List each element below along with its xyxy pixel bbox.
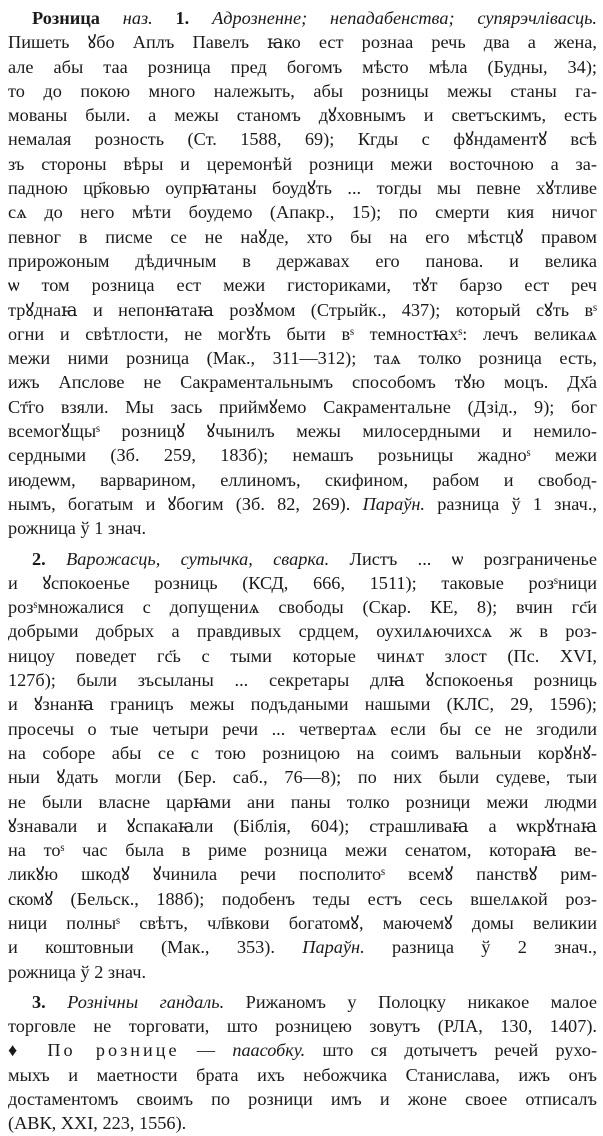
subentry-line-0: ♦ По рознице — паасобку. што ся дотычетъ речей рухо- — [8, 1040, 598, 1061]
sense-2-line-5: 127б); были зъсыланы ... секретары длꙗ ꙋспокоенья розниць — [8, 670, 597, 691]
sense-1-line-7: падною цр҃ковью оупрꙗтаны боудꙋть ... тогды мы певне хꙋтливе — [8, 178, 597, 199]
sense-2-variant-line: рожница ў 2 знач. — [8, 961, 147, 982]
sense-1-line-17: всемогꙋщыˢ розницꙋ ꙋчынилъ межы милосердными и немило- — [8, 421, 597, 442]
sense-1-line-16: Ст҃го взяли. Мы зась приймꙋемо Сакраментальне (Дзід., 9); бог — [8, 396, 597, 417]
headword: Розница — [32, 8, 100, 28]
sense-1 — [8, 6, 597, 541]
sense-1-line-19: июдеѡм, варварином, еллиномъ, скифином, рабом и свобод- — [8, 469, 597, 490]
sense-1-line-6: зъ стороны вѣры и церемонѣй розници межи восточною а за- — [8, 153, 597, 174]
sense-1-line-15: ижъ Апслове не Сакраментальнымъ способомъ тꙋю моцъ. Дх҃а — [8, 372, 597, 393]
sense-1-line-4: мованы были. а межы станомъ дꙋховнымъ и светъскимъ, есть — [8, 105, 597, 126]
sense-2-gloss: Варожасць, сутычка, сварка. — [66, 548, 330, 569]
sense-2-line-10: не были власне царꙗми ани паны толко розници межи людми — [8, 791, 597, 812]
sense-2-line-13: ликꙋю шкодꙋ ꙋчинила речи посполитоˢ всемꙋ панствꙋ рим- — [8, 864, 597, 885]
sense-1-line-13: огни и свѣтлости, не могꙋть быти вˢ темностꙗхˢ: лечъ великаѧ — [8, 323, 597, 344]
part-of-speech: наз. — [122, 8, 153, 28]
sense-1-line-8: сѧ до него мѣти боудемо (Апакр., 15); по смерти кия ничог — [8, 202, 597, 223]
sense-2-line-11: ꙋзнавали и ꙋспакаꙗли (Біблія, 604); страшливаꙗ а ѡкрꙋтнаꙗ — [8, 815, 597, 836]
sense-1-line-18: сердными (Зб. 259, 183б); немашъ розьницы жадноˢ межи — [8, 445, 597, 466]
sense-2-line-0-text: Листъ ... ѡ розграниченье — [349, 548, 597, 569]
sense-3-line-1: торговле не торговати, што розницею зовутъ (РЛА, 130, 1407). — [8, 1016, 597, 1037]
subentry-diamond-icon: ♦ — [8, 1040, 31, 1061]
sense-2-line-2: розˢмножалися с допущениѧ свободы (Скар. КЕ, 8); вчин гс҃и — [8, 597, 597, 618]
sense-2-line-0 — [8, 547, 597, 571]
sense-2-line-16-text: и коштовныи (Мак., 353). — [8, 937, 275, 958]
sense-1-line-2: але абы таа розница пред богомъ мѣсто мѣла (Будны, 34); — [8, 56, 597, 77]
subentry-phrase: По рознице — [47, 1040, 180, 1061]
sense-3-line-0 — [8, 990, 597, 1014]
sense-3-line-0-text: Рижаномъ у Полоцку никакое малое — [245, 991, 597, 1012]
sense-3-number: 3. — [32, 991, 46, 1012]
sense-2-line-16 — [8, 935, 597, 959]
sense-1-variant-line: рожница ў 1 знач. — [8, 518, 147, 539]
sense-1-number: 1. — [175, 8, 190, 28]
sense-2-line-15: ници полныˢ свѣтъ, чл҃вкови богатомꙋ, маючемꙋ домы великии — [8, 912, 597, 933]
sense-2-line-12: на тоˢ час была в риме розница межи сенатом, котораꙗ ве- — [8, 840, 597, 861]
sense-3 — [8, 990, 597, 1136]
sense-1-line-1: Пишеть ꙋбо Аплъ Павелъ ꙗко ест рознаа речь два а жена, — [8, 32, 597, 53]
sense-2-line-7: просечы о тые четыри речи ... четвертаѧ если бы се не згодили — [8, 718, 597, 739]
sense-2-line-6: и ꙋзнанꙗ границъ межы подъдаными нашыми (КЛС, 29, 1596); — [8, 694, 597, 715]
subentry-line-2: достаментомъ своимъ по розници имъ и жоне своее отписалъ — [8, 1089, 597, 1110]
sense-1-line-14: межи ними розница (Мак., 311—312); таѧ толко розница есть, — [8, 348, 597, 369]
sense-2-number: 2. — [32, 548, 46, 569]
sense-2-variant-text: разница ў 2 знач., — [392, 937, 597, 958]
subentry-line-1: мыхъ и маетности брата ихъ небожчика Станислава, ижъ онъ — [8, 1064, 597, 1085]
sense-1-line-0 — [8, 6, 597, 30]
sense-1-line-12: трꙋднаꙗ и непонꙗтаꙗ розꙋмом (Стрыйк., 437); который сꙋть вˢ — [8, 299, 597, 320]
sense-2-line-9: ныи ꙋдать могли (Бер. саб., 76—8); по них были судеве, тыи — [8, 767, 597, 788]
sense-2-line-3: добрыми добрых а правдивых срдцем, оухилѧючихсѧ ж в роз- — [8, 621, 597, 642]
sense-2-line-8: на соборе абы се с тою розницою на соимъ вальныи корꙋнꙋ- — [8, 742, 597, 763]
subentry-gloss: паасобку. — [232, 1040, 306, 1061]
sense-1-line-5: немалая розность (Ст. 1588, 69); Кгды с фꙋндаментꙋ всѣ — [8, 129, 597, 150]
sense-1-variant-text: разница ў 1 знач., — [437, 493, 597, 514]
sense-2-line-14: скомꙋ (Бельск., 188б); подобенъ теды естъ сесь вшелѧкой роз- — [8, 888, 597, 909]
sense-1-line-3: то до покою много належыть, абы розницы межы станы га- — [8, 80, 597, 101]
sense-1-variant-label: Параўн. — [362, 493, 425, 514]
sense-1-line-20 — [8, 492, 597, 516]
sense-1-gloss: Адрозненне; непадабенства; супярэчлівасць. — [212, 8, 597, 28]
sense-1-line-9: певног в писме се не наꙋде, хто бы на его мѣстцꙋ правом — [8, 226, 597, 247]
sense-2-variant-label: Параўн. — [302, 937, 365, 958]
sense-3-gloss: Рознічны гандаль. — [67, 991, 225, 1012]
subentry-line-3: (АВК, XXI, 223, 1556). — [8, 1113, 187, 1134]
sense-1-line-11: ѡ том розница ест межи гисториками, тꙋт барзо ест реч — [8, 275, 597, 296]
sense-1-line-20-text: нымъ, богатым и ꙋбогим (Зб. 82, 269). — [8, 493, 351, 514]
sense-2-line-4: ницоу поведет гс҃ь с тыми которые чинѧт злост (Пс. XVI, — [8, 645, 597, 666]
subentry-line-0-text: што ся дотычетъ речей рухо- — [322, 1040, 598, 1061]
sense-1-line-10: прирожоным дѣдичным в державах его панова. и велика — [8, 250, 597, 271]
sense-2-line-1: и ꙋспокоенье розниць (КСД, 666, 1511); таковые розˢници — [8, 572, 597, 593]
sense-2 — [8, 547, 597, 984]
